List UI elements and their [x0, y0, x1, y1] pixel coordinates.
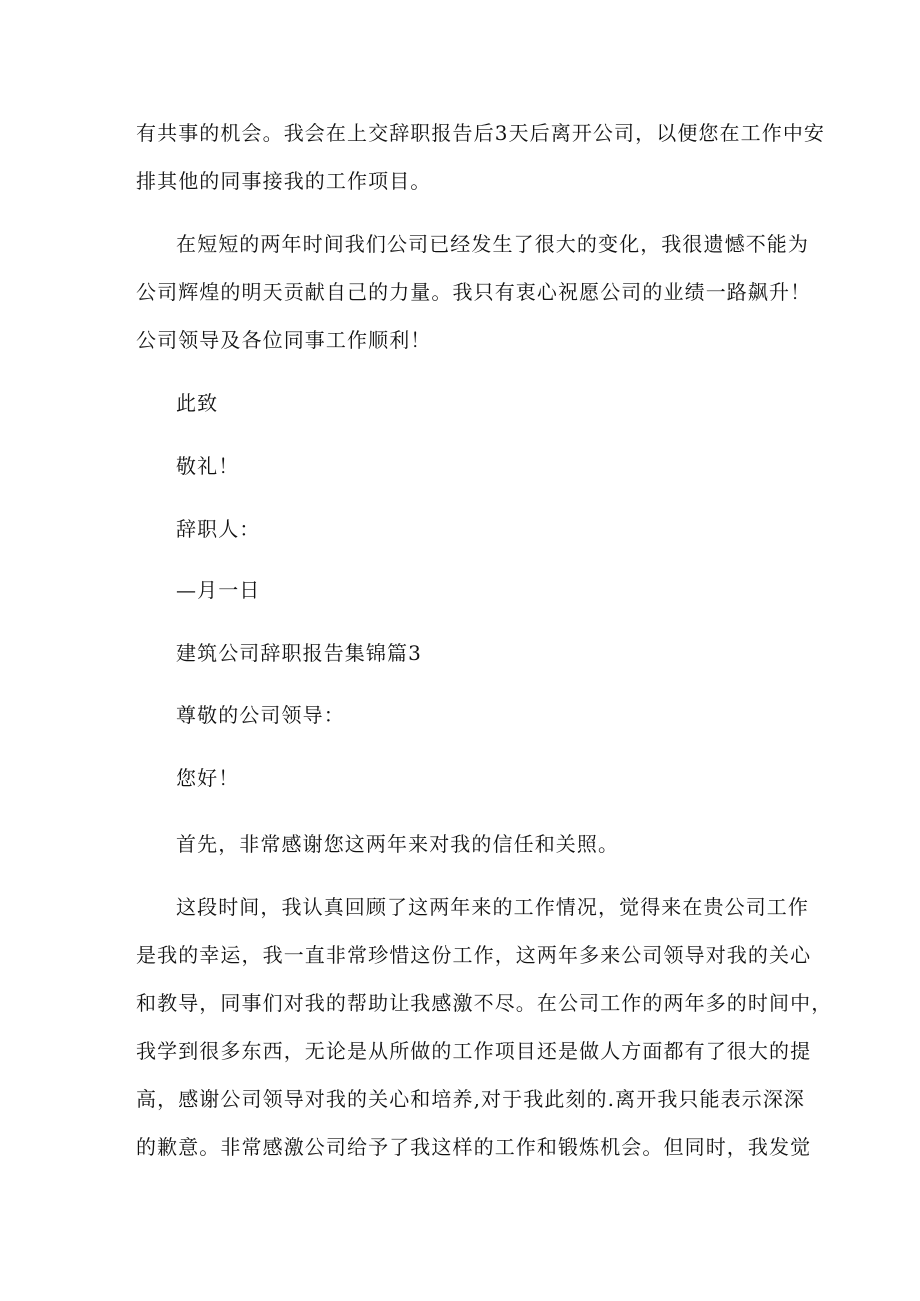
section-heading: 建筑公司辞职报告集锦篇3	[176, 641, 422, 665]
body-text-line: 高，感谢公司领导对我的关心和培养,对于我此刻的.离开我只能表示深深	[136, 1087, 806, 1111]
body-text-line: 的歉意。非常感激公司给予了我这样的工作和锻炼机会。但同时，我发觉	[136, 1135, 812, 1159]
body-text-line: 和教导，同事们对我的帮助让我感激不尽。在公司工作的两年多的时间中，	[136, 991, 833, 1015]
body-text-line: 我学到很多东西，无论是从所做的工作项目还是做人方面都有了很大的提	[136, 1039, 812, 1063]
body-text-line: 首先，非常感谢您这两年来对我的信任和关照。	[176, 832, 620, 856]
greeting-line: 尊敬的公司领导：	[176, 703, 345, 727]
body-text-line: 这段时间，我认真回顾了这两年来的工作情况，觉得来在贵公司工作	[176, 895, 809, 919]
closing-regards: 敬礼！	[176, 454, 240, 478]
body-text-line: 是我的幸运，我一直非常珍惜这份工作，这两年多来公司领导对我的关心	[136, 943, 812, 967]
body-text-line: 有共事的机会。我会在上交辞职报告后3天后离开公司，以便您在工作中安	[136, 121, 826, 145]
closing-salutation: 此致	[176, 391, 219, 415]
body-text-line: 公司领导及各位同事工作顺利！	[136, 328, 432, 352]
date-line: —月一日	[176, 578, 261, 602]
body-text-line: 公司辉煌的明天贡献自己的力量。我只有衷心祝愿公司的业绩一路飙升！	[136, 280, 812, 304]
greeting-line: 您好！	[176, 766, 240, 790]
body-text-line: 在短短的两年时间我们公司已经发生了很大的变化，我很遗憾不能为	[176, 232, 809, 256]
signature-label: 辞职人：	[176, 517, 261, 541]
body-text-line: 排其他的同事接我的工作项目。	[136, 169, 432, 193]
